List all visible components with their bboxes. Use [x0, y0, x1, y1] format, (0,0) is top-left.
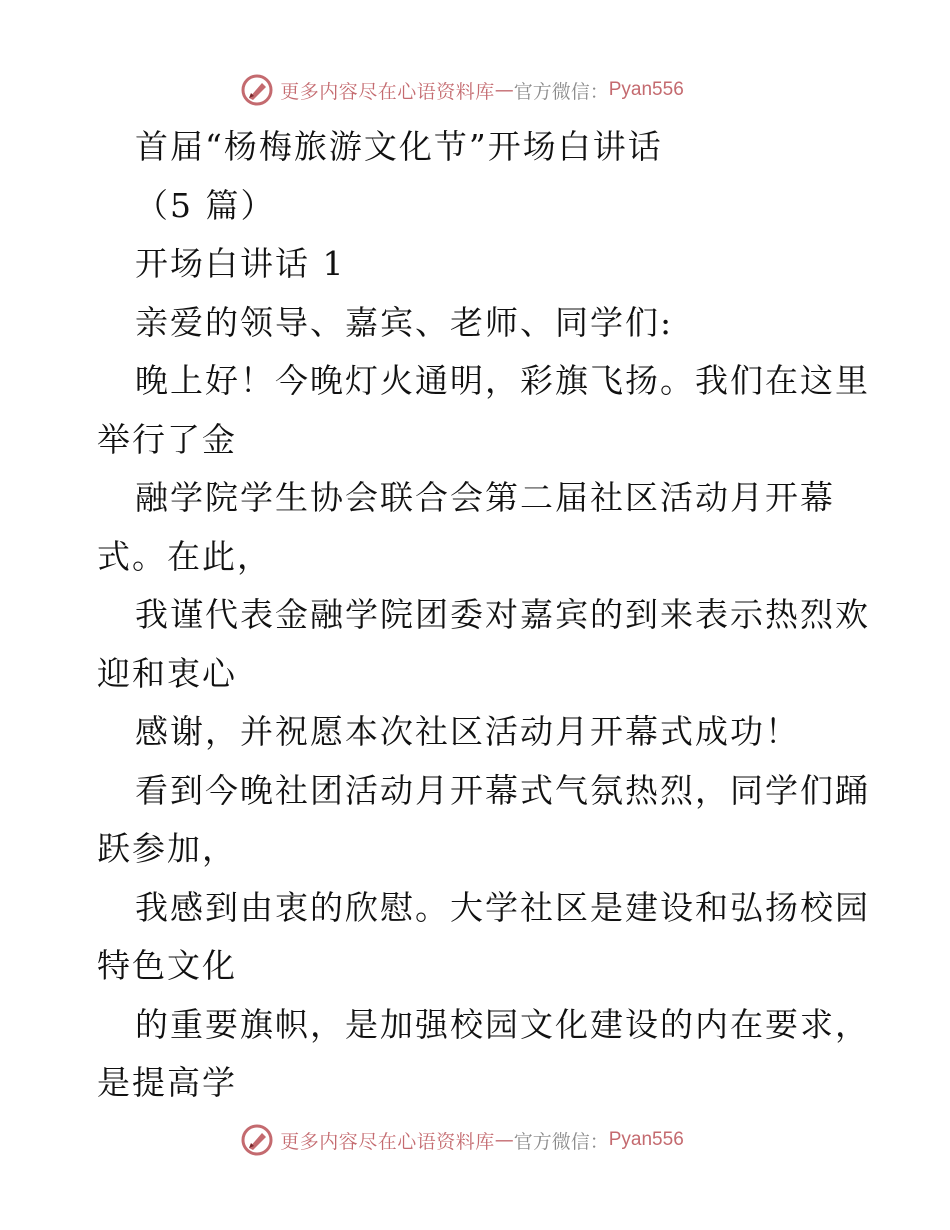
text-line: 是提高学 [97, 1063, 237, 1102]
watermark-site-text: 更多内容尽在心语资料库 [280, 1130, 495, 1153]
watermark-site-text: 更多内容尽在心语资料库 [280, 80, 495, 103]
watermark-separator: — [494, 1129, 514, 1151]
text-line: 的重要旗帜，是加强校园文化建设的内在要求， [135, 1004, 870, 1044]
text-line: 融学院学生协会联合会第二届社区活动月开幕 [135, 478, 835, 517]
text-line: 看到今晚社团活动月开幕式气氛热烈，同学们踊 [135, 770, 870, 810]
document-body [97, 118, 870, 1113]
header-watermark [0, 70, 950, 110]
text-line: 我感到由衷的欣慰。大学社区是建设和弘扬校园 [135, 887, 870, 927]
document-title: 首届“杨梅旅游文化节”开场白讲话 [135, 127, 663, 166]
document-subtitle: （5 篇） [135, 185, 276, 225]
watermark-account: Pyan556 [608, 1129, 684, 1150]
text-line: 举行了金 [97, 419, 237, 459]
pen-nib-logo-icon [240, 73, 274, 107]
watermark-label: 官方微信： [513, 1130, 609, 1153]
text-line: 晚上好！今晚灯火通明，彩旗飞扬。我们在这里 [135, 361, 870, 400]
salutation-line: 亲爱的领导、嘉宾、老师、同学们: [135, 302, 674, 342]
text-line: 式。在此， [97, 536, 272, 576]
text-line: 我谨代表金融学院团委对嘉宾的到来表示热烈欢 [135, 595, 870, 634]
text-line: 感谢，并祝愿本次社区活动月开幕式成功！ [135, 712, 800, 751]
text-line: 跃参加， [97, 829, 237, 868]
text-line: 迎和衷心 [97, 653, 237, 693]
watermark-account: Pyan556 [608, 79, 684, 100]
pen-nib-logo-icon [240, 1123, 274, 1157]
text-line: 特色文化 [97, 946, 237, 985]
watermark-separator: — [494, 79, 514, 101]
footer-watermark [0, 1120, 950, 1160]
watermark-label: 官方微信： [513, 80, 609, 103]
section-heading: 开场白讲话 1 [135, 244, 346, 283]
